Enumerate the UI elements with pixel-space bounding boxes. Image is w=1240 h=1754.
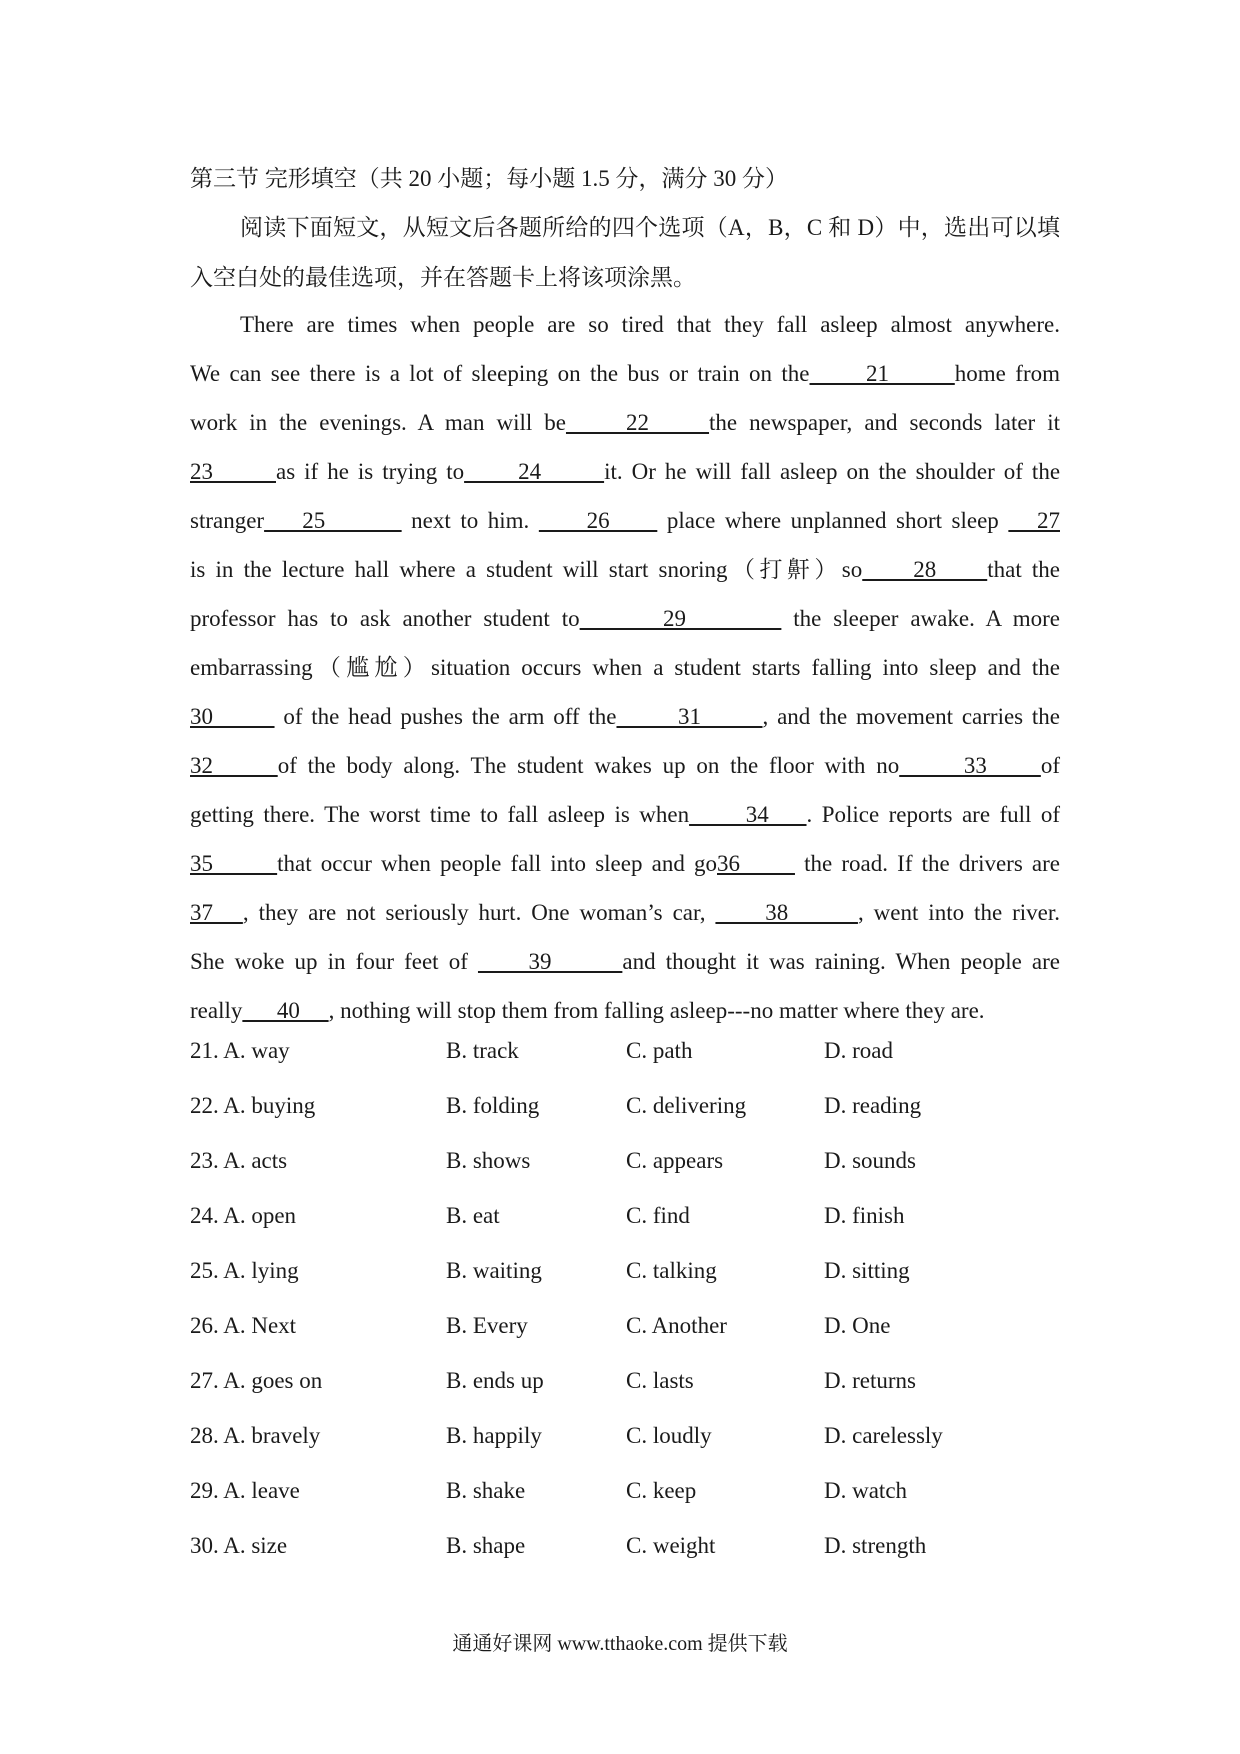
cloze-passage bbox=[190, 300, 1060, 1035]
passage-text: . Police reports are full of bbox=[806, 802, 1061, 827]
option-b: B. track bbox=[446, 1038, 519, 1063]
passage-text: , went into the river. bbox=[857, 900, 1061, 925]
option-d: D. carelessly bbox=[824, 1423, 943, 1448]
option-d: D. finish bbox=[824, 1203, 905, 1228]
option-d: D. road bbox=[824, 1038, 893, 1063]
passage-text: the road. If the drivers are bbox=[794, 851, 1061, 876]
passage-text: of bbox=[1040, 753, 1061, 778]
passage-text: as if he is trying to bbox=[276, 459, 465, 484]
passage-line bbox=[190, 398, 1060, 447]
answer-blank: 28 bbox=[862, 557, 988, 582]
answer-blank: 32 bbox=[190, 753, 278, 778]
option-c: C. delivering bbox=[626, 1093, 747, 1118]
question-row bbox=[190, 1423, 1060, 1478]
passage-line bbox=[190, 496, 1060, 545]
question-options bbox=[190, 1038, 1060, 1588]
passage-text: of the head pushes the arm off the bbox=[274, 704, 617, 729]
passage-text: really bbox=[190, 998, 243, 1023]
question-row bbox=[190, 1533, 1060, 1588]
passage-line bbox=[190, 349, 1060, 398]
option-d: D. reading bbox=[824, 1093, 922, 1118]
passage-text: and thought it was raining. When people are bbox=[622, 949, 1061, 974]
option-d: D. strength bbox=[824, 1533, 927, 1558]
passage-line bbox=[190, 790, 1060, 839]
answer-blank: 39 bbox=[477, 949, 623, 974]
answer-blank: 25 bbox=[264, 508, 402, 533]
passage-text: the sleeper awake. A more bbox=[781, 606, 1061, 631]
passage-text: that occur when people fall into sleep and go bbox=[277, 851, 717, 876]
answer-blank: 37 bbox=[190, 900, 243, 925]
option-c: C. lasts bbox=[626, 1368, 694, 1393]
answer-blank: 35 bbox=[190, 851, 278, 876]
option-c: C. appears bbox=[626, 1148, 724, 1173]
passage-text: next to him. bbox=[401, 508, 539, 533]
option-b: B. shake bbox=[446, 1478, 526, 1503]
passage-text: , and the movement carries the bbox=[762, 704, 1061, 729]
option-c: C. talking bbox=[626, 1258, 717, 1283]
option-b: B. shows bbox=[446, 1148, 531, 1173]
option-b: B. folding bbox=[446, 1093, 540, 1118]
passage-text: work in the evenings. A man will be bbox=[190, 410, 566, 435]
answer-blank: 22 bbox=[565, 410, 710, 435]
option-a: 22. A. buying bbox=[190, 1093, 316, 1118]
passage-text: There are times when people are so tired that they fall asleep almost anywhere. bbox=[240, 312, 1060, 337]
answer-blank: 23 bbox=[190, 459, 276, 484]
passage-line bbox=[190, 937, 1060, 986]
option-c: C. loudly bbox=[626, 1423, 712, 1448]
answer-blank: 21 bbox=[809, 361, 955, 386]
passage-text: , nothing will stop them from falling asleep---no matter where they are. bbox=[328, 998, 985, 1023]
answer-blank: 38 bbox=[715, 900, 858, 925]
question-row bbox=[190, 1203, 1060, 1258]
passage-line bbox=[190, 692, 1060, 741]
question-row bbox=[190, 1368, 1060, 1423]
passage-line bbox=[190, 986, 1060, 1035]
answer-blank: 34 bbox=[689, 802, 807, 827]
footer-text: 通通好课网 www.tthaoke.com 提供下载 bbox=[452, 1633, 788, 1655]
passage-line bbox=[190, 594, 1060, 643]
option-c: C. Another bbox=[626, 1313, 727, 1338]
passage-text: the newspaper, and seconds later it bbox=[709, 410, 1060, 435]
passage-text: that the bbox=[987, 557, 1061, 582]
option-b: B. Every bbox=[446, 1313, 528, 1338]
option-d: D. sitting bbox=[824, 1258, 910, 1283]
section-title: 第三节 完形填空（共 20 小题；每小题 1.5 分，满分 30 分） bbox=[190, 166, 788, 191]
question-row bbox=[190, 1148, 1060, 1203]
passage-text: home from bbox=[954, 361, 1061, 386]
option-d: D. One bbox=[824, 1313, 891, 1338]
answer-blank: 40 bbox=[242, 998, 329, 1023]
passage-text: place where unplanned short sleep bbox=[657, 508, 1009, 533]
option-d: D. sounds bbox=[824, 1148, 917, 1173]
option-a: 29. A. leave bbox=[190, 1478, 300, 1503]
answer-blank: 24 bbox=[464, 459, 605, 484]
option-a: 27. A. goes on bbox=[190, 1368, 323, 1393]
passage-text: embarrassing（尴尬）situation occurs when a student starts falling into sleep and the bbox=[190, 655, 1060, 680]
option-c: C. find bbox=[626, 1203, 690, 1228]
question-row bbox=[190, 1313, 1060, 1368]
passage-text: is in the lecture hall where a student will start snoring（打鼾）so bbox=[190, 557, 863, 582]
passage-line bbox=[190, 447, 1060, 496]
option-d: D. returns bbox=[824, 1368, 916, 1393]
option-c: C. path bbox=[626, 1038, 693, 1063]
answer-blank: 36 bbox=[717, 851, 795, 876]
question-row bbox=[190, 1038, 1060, 1093]
option-b: B. happily bbox=[446, 1423, 542, 1448]
option-b: B. shape bbox=[446, 1533, 526, 1558]
answer-blank: 30 bbox=[190, 704, 275, 729]
answer-blank: 31 bbox=[616, 704, 763, 729]
answer-blank: 26 bbox=[538, 508, 658, 533]
option-b: B. ends up bbox=[446, 1368, 544, 1393]
option-a: 24. A. open bbox=[190, 1203, 297, 1228]
option-a: 26. A. Next bbox=[190, 1313, 297, 1338]
passage-text: She woke up in four feet of bbox=[190, 949, 478, 974]
option-b: B. waiting bbox=[446, 1258, 542, 1283]
option-a: 21. A. way bbox=[190, 1038, 290, 1063]
passage-text: of the body along. The student wakes up on the floor with no bbox=[277, 753, 900, 778]
passage-text: stranger bbox=[190, 508, 265, 533]
passage-line bbox=[190, 741, 1060, 790]
passage-text: getting there. The worst time to fall asleep is when bbox=[190, 802, 690, 827]
option-c: C. weight bbox=[626, 1533, 716, 1558]
option-c: C. keep bbox=[626, 1478, 697, 1503]
question-row bbox=[190, 1258, 1060, 1313]
answer-blank: 27 bbox=[1008, 508, 1060, 533]
passage-line bbox=[190, 300, 1060, 349]
passage-line bbox=[190, 545, 1060, 594]
question-row bbox=[190, 1478, 1060, 1533]
answer-blank: 29 bbox=[579, 606, 782, 631]
section-instructions: 阅读下面短文，从短文后各题所给的四个选项（A，B，C 和 D）中，选出可以填入空白处的最佳选项，并在答题卡上将该项涂黑。 bbox=[190, 215, 1060, 290]
option-a: 30. A. size bbox=[190, 1533, 288, 1558]
passage-text: it. Or he will fall asleep on the shoulder of the bbox=[604, 459, 1061, 484]
question-row bbox=[190, 1093, 1060, 1148]
passage-line bbox=[190, 643, 1060, 692]
passage-text: professor has to ask another student to bbox=[190, 606, 580, 631]
passage-line bbox=[190, 888, 1060, 937]
option-a: 28. A. bravely bbox=[190, 1423, 321, 1448]
answer-blank: 33 bbox=[899, 753, 1041, 778]
passage-text: We can see there is a lot of sleeping on the bus or train on the bbox=[190, 361, 810, 386]
option-d: D. watch bbox=[824, 1478, 908, 1503]
option-a: 25. A. lying bbox=[190, 1258, 299, 1283]
option-a: 23. A. acts bbox=[190, 1148, 288, 1173]
passage-line bbox=[190, 839, 1060, 888]
passage-text: , they are not seriously hurt. One woman’s car, bbox=[242, 900, 716, 925]
option-b: B. eat bbox=[446, 1203, 500, 1228]
